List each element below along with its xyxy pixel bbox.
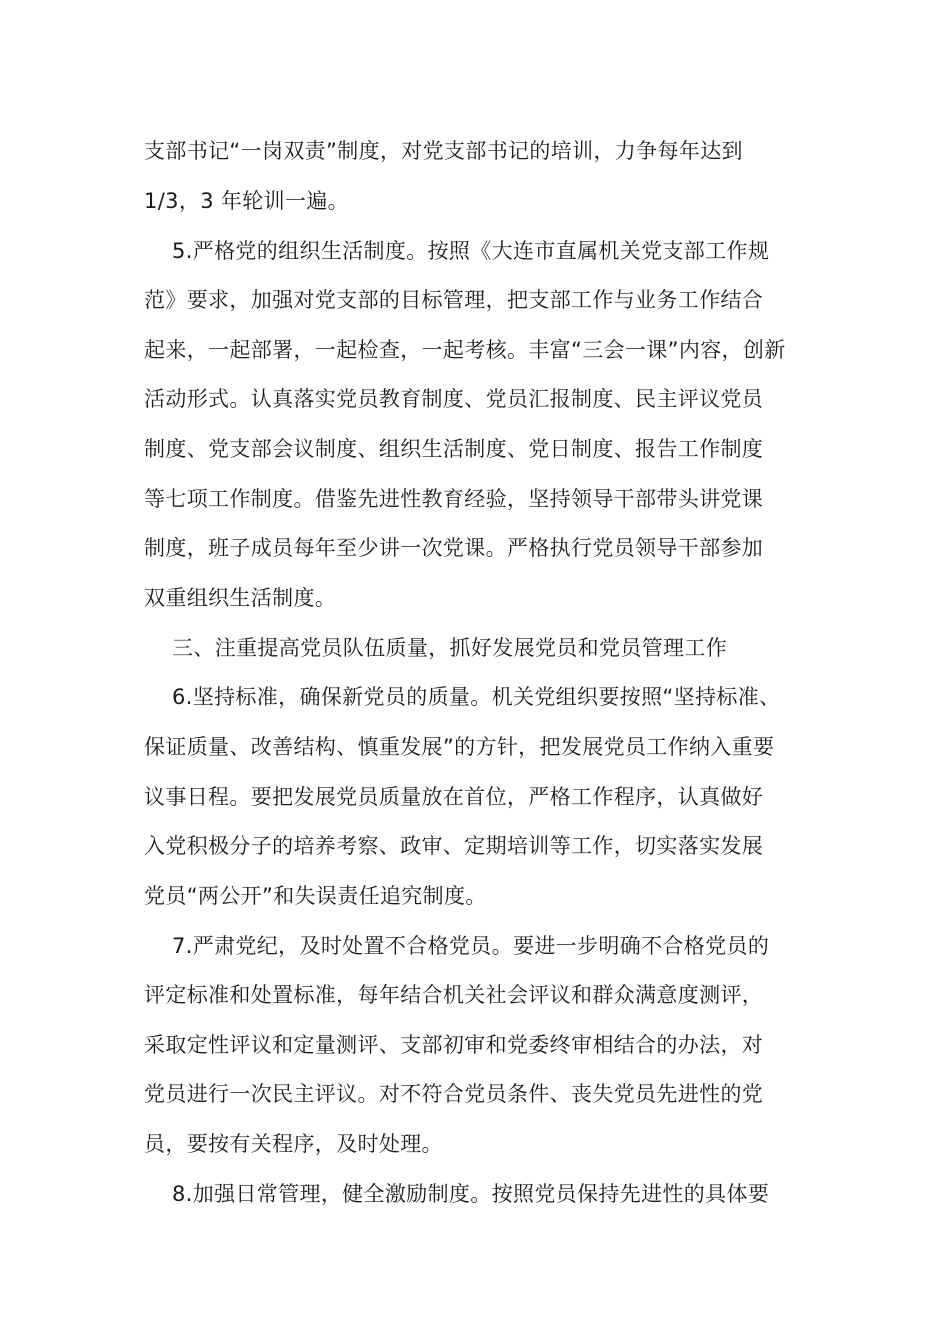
text-line: 双重组织生活制度。	[144, 586, 337, 610]
text-line: 支部书记“一岗双责”制度，对党支部书记的培训，力争每年达到	[144, 139, 743, 163]
text-line: 保证质量、改善结构、慎重发展”的方针，把发展党员工作纳入重要	[144, 735, 775, 759]
text-line: 入党积极分子的培养考察、政审、定期培训等工作，切实落实发展	[144, 834, 764, 858]
text-line: 1/3，3 年轮训一遍。	[144, 189, 350, 213]
text-line: 员，要按有关程序，及时处理。	[144, 1132, 443, 1156]
text-line: 议事日程。要把发展党员质量放在首位，严格工作程序，认真做好	[144, 785, 764, 809]
paragraph-heading: 5.严格党的组织生活制度。按照《大连市直属机关党支部工作规	[172, 239, 770, 263]
text-line: 制度，班子成员每年至少讲一次党课。严格执行党员领导干部参加	[144, 536, 764, 560]
text-line: 范》要求，加强对党支部的目标管理，把支部工作与业务工作结合	[144, 288, 764, 312]
text-line: 起来，一起部署，一起检查，一起考核。丰富“三会一课”内容，创新	[144, 338, 786, 362]
text-line: 党员进行一次民主评议。对不符合党员条件、丧失党员先进性的党	[144, 1082, 764, 1106]
text-line: 党员“两公开”和失误责任追究制度。	[144, 884, 487, 908]
paragraph-heading: 8.加强日常管理，健全激励制度。按照党员保持先进性的具体要	[172, 1182, 770, 1206]
text-line: 活动形式。认真落实党员教育制度、党员汇报制度、民主评议党员	[144, 387, 764, 411]
text-line: 制度、党支部会议制度、组织生活制度、党日制度、报告工作制度	[144, 437, 764, 461]
paragraph-heading: 7.严肃党纪，及时处置不合格党员。要进一步明确不合格党员的	[172, 934, 770, 958]
section-heading: 三、注重提高党员队伍质量，抓好发展党员和党员管理工作	[172, 636, 728, 660]
text-line: 评定标准和处置标准，每年结合机关社会评议和群众满意度测评，	[144, 983, 764, 1007]
text-line: 采取定性评议和定量测评、支部初审和党委终审相结合的办法，对	[144, 1033, 764, 1057]
text-line: 等七项工作制度。借鉴先进性教育经验，坚持领导干部带头讲党课	[144, 487, 764, 511]
paragraph-heading: 6.坚持标准，确保新党员的质量。机关党组织要按照“坚持标准、	[172, 685, 781, 709]
